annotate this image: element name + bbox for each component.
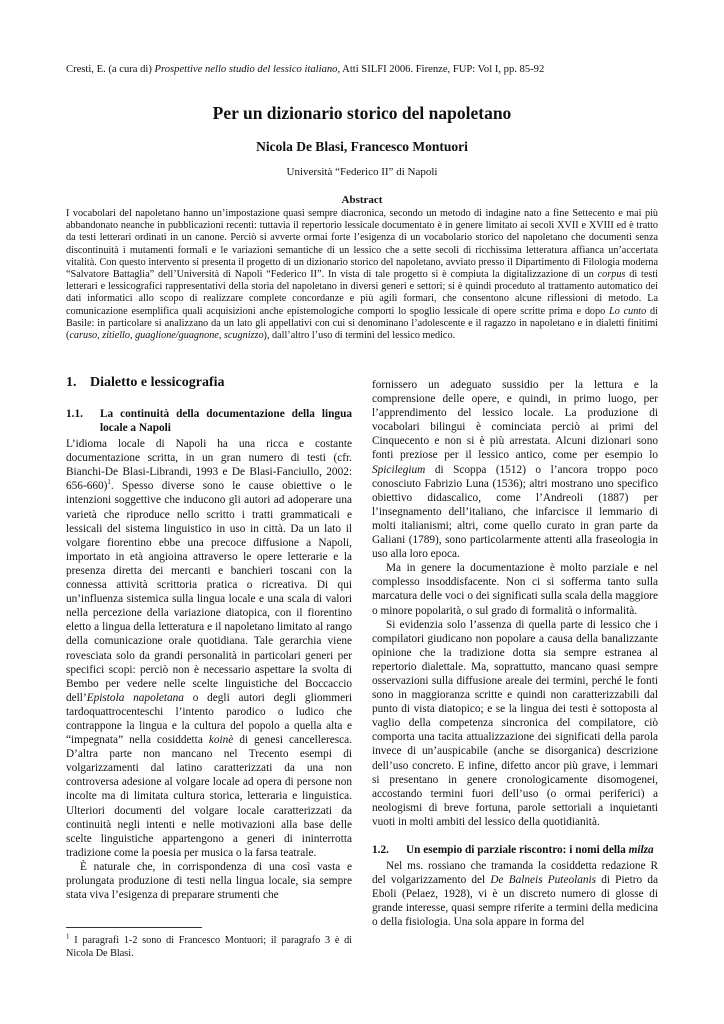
paragraph: Ma in genere la documentazione è molto parziale e nel complesso insoddisfacente. Non ci si sofferma tanto sulla marcatura delle voci o dei significati sulla scala della maggiore o minore popolarità, o sul grado di formalità o informalità. [372,562,658,617]
affiliation: Università “Federico II” di Napoli [286,166,438,178]
running-header: Cresti, E. (a cura di) Prospettive nello studio del lessico italiano, Atti SILFI 2006. Firenze, FUP: Vol I, pp. 85-92 [66,64,545,75]
paragraph: Nel ms. rossiano che tramanda la cosiddetta redazione R del volgarizzamento del De Balneis Puteolanis di Pietro da Eboli (Pelaez, 1928), vi è un discreto numero di glosse di grande interesse, quasi sempre riferite a termini della medicina o della fisiologia. Una sola appare in forma del [372,860,658,929]
footnote-divider [66,927,202,928]
paragraph: È naturale che, in corrispondenza di una così vasta e prolungata produzione di testi nella lingua locale, sia sempre stata viva l’esigenza di preparare strumenti che [66,860,352,902]
footnote: $^1$ I paragrafi 1-2 sono di Francesco Montuori; il paragrafo 3 è di Nicola De Blasi. [66,932,352,959]
abstract-body: I vocabolari del napoletano hanno un’impostazione quasi sempre diacronica, secondo un metodo di indagine nato a fine Settecento e mai più abbandonato neanche in pubblicazioni recenti: tuttavia il repertorio lessicale documentato è in genere limitato ai secoli XVII e XVIII ed è tratto da testi letterari ordinati in un canone. Perciò si avverte ormai forte l’esigenza di un vocabolario storico del napoletano che documenti senza discontinuità i mutamenti formali e le variazioni semantiche di un lessico che a sette secoli di ricchissima letteratura affianca un’accertata vitalità. Con questo intervento si presenta il progetto di un dizionario storico del napoletano, avviato presso il Dipartimento di Filologia moderna “Salvatore Battaglia” dell’Università di Napoli “Federico II”. In vista di tale progetto si è compiuta la digitalizzazione di un corpus di testi letterari e lessicografici rappresentativi della storia del napoletano in diversi generi e settori; si è quindi proceduto al trattamento automatico dei dati informatici allo scopo di realizzare complete concordanze e più agili formari, che consentono alcune riflessioni di metodo. La comunicazione esemplifica quali acquisizioni anche epistemologiche comporti lo spoglio lessicale di opere scritte prima e dopo Lo cunto di Basile: in particolare si analizzano da un lato gli appellativi con cui si denominano l’adolescente e il ragazzo in napoletano e in dialetti finitimi (caruso, zitiello, guaglione/guagnone, scugnizzo), dall’altro l’uso di termini del lessico medico. [66,208,658,342]
subsection-heading: 1.1. La continuità della documentazione della lingua locale a Napoli [66,408,352,435]
section-heading: 1. Dialetto e lessicografia [66,375,225,390]
abstract-heading: Abstract [341,194,383,206]
subsection-heading: 1.2. Un esempio di parziale riscontro: i nomi della milza [372,844,654,856]
left-column [66,376,352,902]
footnote-ref[interactable]: 1 [107,478,111,487]
paper-title: Per un dizionario storico del napoletano [212,103,512,123]
right-column [372,378,658,929]
paragraph: fornissero un adeguato sussidio per la lettura e la comprensione delle opere, e quindi, in primo luogo, per l’apprendimento del lessico locale. La produzione di vocabolari bilingui è cominciata perciò ai primi del Cinquecento e non si è più arrestata. Alcuni dizionari sono fonti preziose per il lessico antico, come per esempio lo Spicilegium di Scoppa (1512) o l’ancora troppo poco conosciuto Fabrizio Luna (1536); altri mostrano uno specifico obiettivo didascalico, come l’Andreoli (1887) per l’insegnamento dell’italiano, che infarcisce il lemmario di molti italianismi; altri, come quello curato in gran parte da Galiani (1789), sono particolarmente attenti alla fraseologia in uso alla loro epoca. [372,379,658,561]
paper-authors: Nicola De Blasi, Francesco Montuori [256,139,468,154]
paragraph: Si evidenzia solo l’assenza di quella parte di lessico che i compilatori giudicano non popolare a causa della banalizzante opinione che la tradizione dotta sia sempre estranea al repertorio dialettale. Ma, soprattutto, mancano quasi sempre osservazioni sulla diffusione areale dei termini, perché le fonti sono in maggioranza scritte e quindi non caratterizzabili dal punto di vista diatopico; e se la lingua dei testi è sottoposta al vaglio della competenza sincronica del compilatore, ciò comporta una tacita attualizzazione dei significati della parola invece di un’auspicabile (anche se disorganica) descrizione dell’uso concreto. E infine, difetto ancor più grave, i lemmari si presentano in genere cronologicamente disomogenei, accostando termini fuori dell’uso (o ormai periferici) a neologismi di breve fortuna, parole settoriali a inquietanti vuoti in molti ambiti del lessico della quotidianità. [372,618,658,828]
paragraph: L’idioma locale di Napoli ha una ricca e costante documentazione scritta, in un gran numero di testi (cfr. Bianchi-De Blasi-Librandi, 1993 e De Blasi-Fanciullo, 2002: 656-660)$^1$. Spesso diverse sono le cause obiettive o le intenzioni soggettive che inducono gli autori ad adoperare una varietà che riproduce nello scritto i tratti grammaticali e lessicali del sistema linguistico in uso in città. Da un lato il volgare fiorentino ebbe una precoce diffusione a Napoli, importato in età angioina attraverso le opere letterarie e la presenza diretta dei mercanti e banchieri toscani con la connessa attività scrittoria pratica o ricreativa. Di qui un’influenza sistemica sulla lingua locale e una scala di valori nella percezione della variazione diatopica, con il fiorentino eletto a lingua della letteratura e il napoletano limitato al rango della comunicazione orale quotidiana. Tale gerarchia viene rovesciata solo da grandi personalità in particolari generi per specifici scopi: perciò non è necessario aspettare la svolta di Bembo per vedere nelle scelte linguistiche del Boccaccio dell’Epistola napoletana o degli autori degli gliommeri tardoquattrocenteschi l’intento parodico o ludico che contrappone la lingua e la cultura del popolo a quella alta e “impegnata” nella cosiddetta koinè di genesi cancelleresca. D’altra parte non mancano nel Trecento esempi di volgarizzamenti dal latino caratterizzati da una non controversa adesione al volgare locale ad opera di persone non incolte ma di limitata cultura storica, letteraria e linguistica. Ulteriori documenti del volgare locale caratterizzati da continuità negli intenti e nelle motivazioni alla base delle scelte linguistiche appartengono a generi di ininterrotta tradizione come la poesia per musica o la farsa teatrale. [66,438,352,859]
